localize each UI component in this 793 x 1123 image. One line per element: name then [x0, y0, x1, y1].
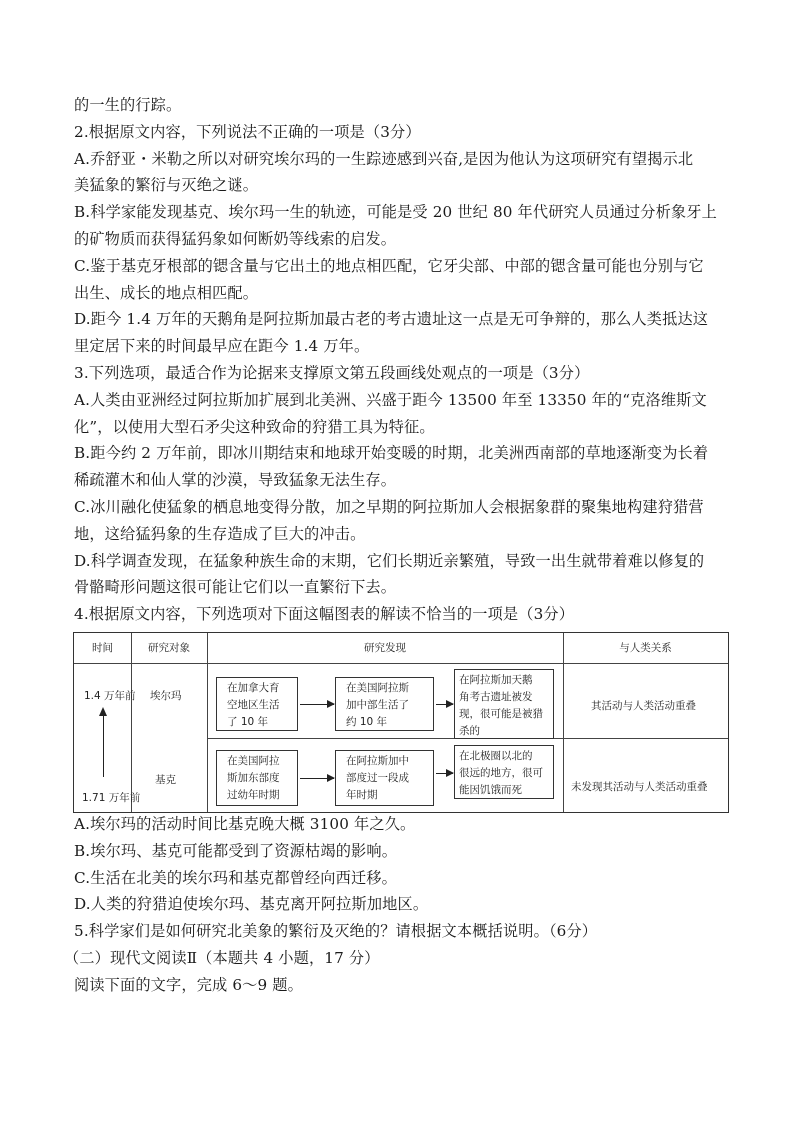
option-b-line: B.科学家能发现基克、埃尔玛一生的轨迹，可能是受 20 世纪 80 年代研究人员通过分析象牙上	[74, 203, 717, 222]
arrow-right-icon	[436, 773, 453, 774]
option-c-line: 出生、成长的地点相匹配。	[74, 283, 259, 302]
question-5-stem: 5.科学家们是如何研究北美象的繁衍及灭绝的？请根据文本概括说明。（6分）	[74, 922, 598, 941]
arrow-right-icon	[436, 704, 453, 705]
question-2-stem: 2.根据原文内容，下列说法不正确的一项是（3分）	[74, 122, 421, 141]
timeline-arrow-icon	[103, 709, 104, 777]
finding-box: 在加拿大育 空地区生活 了 10 年	[216, 677, 298, 731]
section-heading: （二）现代文阅读Ⅱ（本题共 4 小题，17 分）	[64, 948, 380, 967]
instruction-line: 阅读下面的文字，完成 6～9 题。	[74, 975, 303, 994]
option-b-line: 的矿物质而获得猛犸象如何断奶等线索的启发。	[74, 229, 397, 248]
question-4-stem: 4.根据原文内容，下列选项对下面这幅图表的解读不恰当的一项是（3分）	[74, 605, 575, 624]
option-c-line: C.鉴于基克牙根部的锶含量与它出土的地点相匹配，它牙尖部、中部的锶含量可能也分别与它	[74, 256, 704, 275]
arrow-right-icon	[300, 704, 334, 705]
option-d-line: D.科学调查发现，在猛象种族生命的末期，它们长期近亲繁殖，导致一出生就带着难以修复的	[74, 551, 705, 570]
subject-kik: 基克	[155, 773, 176, 786]
option-c-line: C.生活在北美的埃尔玛和基克都曾经向西迁移。	[74, 868, 397, 887]
text-block-bottom	[64, 811, 724, 999]
relation-kik: 未发现其活动与人类活动重叠	[571, 780, 708, 793]
table-frame	[73, 632, 729, 813]
option-d-line: D.距今 1.4 万年的天鹅角是阿拉斯加最古老的考古遗址这一点是无可争辩的，那么人类抵达这	[74, 310, 709, 329]
finding-box: 在阿拉斯加中 部度过一段成 年时期	[335, 750, 434, 806]
option-a-line: 化”，以使用大型石矛尖这种致命的狩猎工具为特征。	[74, 417, 435, 436]
option-d-line: 骨骼畸形问题这很可能让它们以一直繁衍下去。	[74, 578, 397, 597]
time-label-top: 1.4 万年前	[84, 689, 136, 702]
research-table	[73, 632, 731, 815]
header-findings: 研究发现	[364, 641, 406, 654]
option-b-line: 稀疏灌木和仙人掌的沙漠，导致猛象无法生存。	[74, 471, 397, 490]
option-d-line: D.人类的狩猎迫使埃尔玛、基克离开阿拉斯加地区。	[74, 895, 429, 914]
header-subject: 研究对象	[148, 641, 190, 654]
option-c-line: C.冰川融化使猛象的栖息地变得分散，加之早期的阿拉斯加人会根据象群的聚集地构建狩猎营	[74, 497, 704, 516]
option-a-line: 美猛象的繁衍与灭绝之谜。	[74, 176, 259, 195]
header-relation: 与人类关系	[619, 641, 672, 654]
finding-box: 在阿拉斯加天鹅 角考古遗址被发 现，很可能是被猎 杀的	[454, 669, 554, 739]
option-a-line: A.埃尔玛的活动时间比基克晚大概 3100 年之久。	[74, 814, 416, 833]
time-label-bottom: 1.71 万年前	[82, 791, 141, 804]
finding-box: 在美国阿拉 斯加东部度 过幼年时期	[216, 750, 298, 806]
relation-elma: 其活动与人类活动重叠	[591, 699, 696, 712]
option-b-line: B.距今约 2 万年前，即冰川期结束和地球开始变暖的时期，北美洲西南部的草地逐渐变为长着	[74, 444, 709, 463]
text-line: 的一生的行踪。	[74, 96, 182, 114]
text-block-top	[74, 92, 724, 628]
finding-box: 在北极圈以北的 很远的地方，很可 能因饥饿而死	[454, 745, 554, 799]
option-a-line: A.乔舒亚・米勒之所以对研究埃尔玛的一生踪迹感到兴奋,是因为他认为这项研究有望揭示北	[74, 149, 694, 168]
question-3-stem: 3.下列选项，最适合作为论据来支撑原文第五段画线处观点的一项是（3分）	[74, 363, 590, 382]
option-c-line: 地，这给猛犸象的生存造成了巨大的冲击。	[74, 524, 366, 543]
header-time: 时间	[92, 641, 113, 654]
option-d-line: 里定居下来的时间最早应在距今 1.4 万年。	[74, 337, 370, 356]
subject-elma: 埃尔玛	[150, 689, 182, 702]
option-b-line: B.埃尔玛、基克可能都受到了资源枯竭的影响。	[74, 841, 398, 860]
finding-box: 在美国阿拉斯 加中部生活了 约 10 年	[335, 677, 434, 731]
option-a-line: A.人类由亚洲经过阿拉斯加扩展到北美洲、兴盛于距今 13500 年至 13350 年的“克洛维斯文	[74, 390, 707, 409]
page	[64, 92, 724, 999]
header-divider	[74, 663, 728, 664]
arrow-right-icon	[300, 778, 334, 779]
